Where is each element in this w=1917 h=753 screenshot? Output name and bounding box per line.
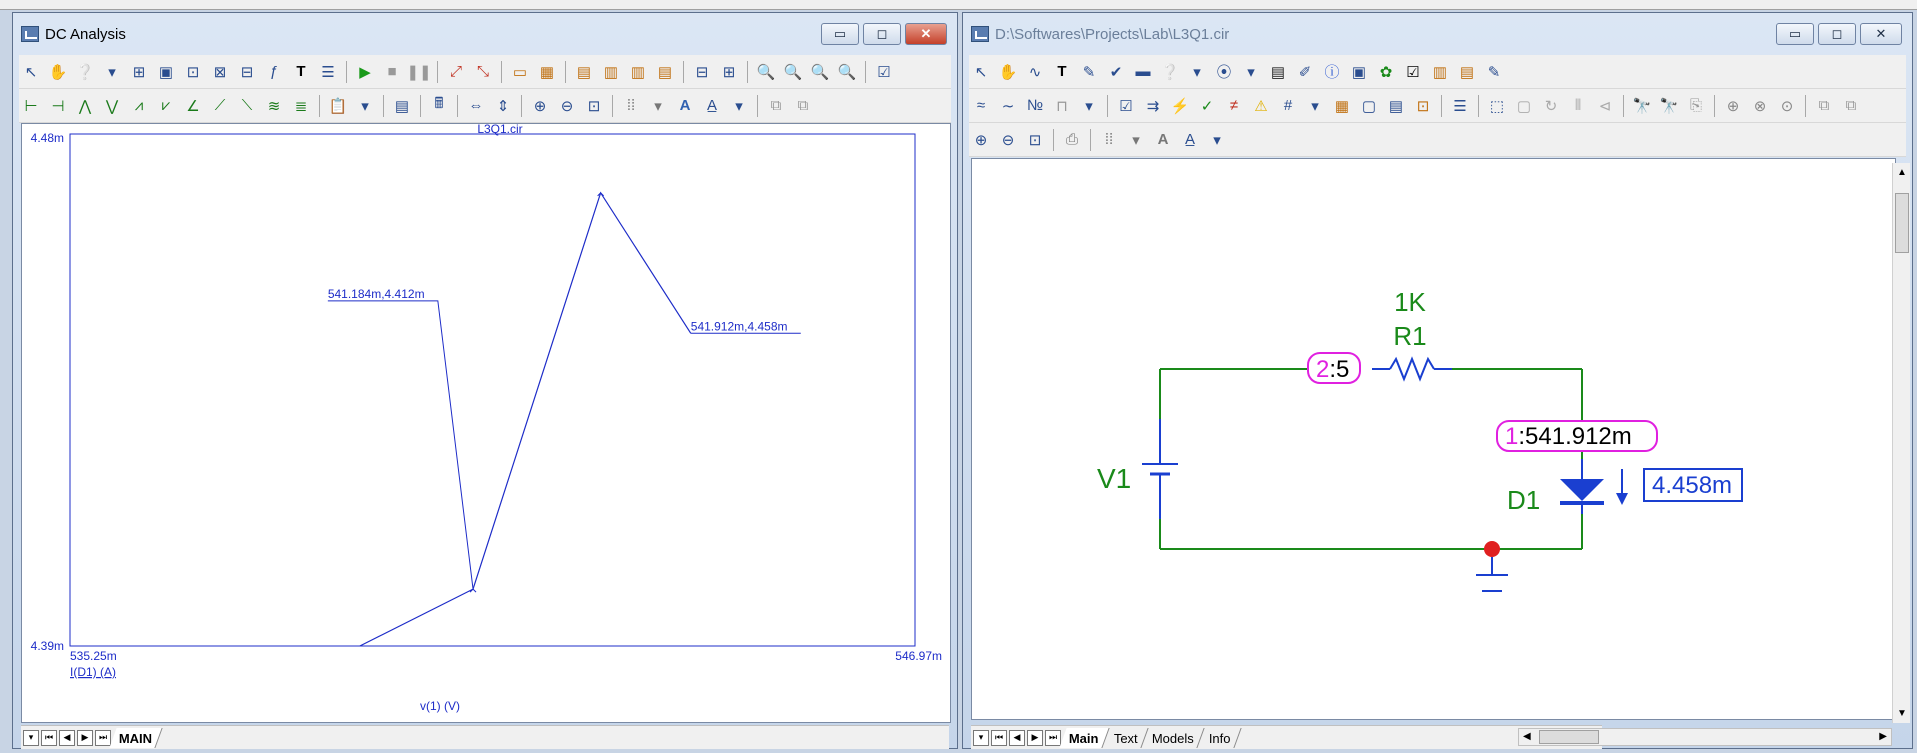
slope-icon[interactable]: ⟋ [214,97,226,114]
trace-alt-icon[interactable]: ⤡ [476,63,489,80]
dc-analysis-plot [22,124,952,724]
zoom-minus-icon[interactable]: ⊖ [560,97,574,115]
zoom-out-icon[interactable]: 🔍 [810,63,830,81]
find-icon[interactable]: 🔭 [1632,97,1652,115]
node-2-voltage: :5 [1329,356,1350,383]
zoom-out-icon[interactable]: ⊖ [1001,131,1015,149]
cursor-valley-icon[interactable]: ⊟ [240,63,254,81]
paste-icon[interactable]: 📋 [328,97,348,115]
cursor-right-icon[interactable]: ⊣ [51,97,65,115]
bug-icon[interactable]: ✿ [1379,63,1393,81]
font-color-icon[interactable]: A̲ [1184,131,1195,148]
cursor-left-icon[interactable]: ⊢ [24,97,38,115]
front-icon[interactable]: ⧉ [770,97,782,114]
run-icon[interactable]: ▶ [359,63,371,81]
pin-icon[interactable]: ⊓ [1056,97,1068,115]
more-icon[interactable]: ⊙ [1780,97,1794,115]
find-next-icon[interactable]: 🔭 [1659,97,1679,115]
resistor-name-label: R1 [1393,321,1427,351]
settings-icon[interactable]: ☑ [877,63,891,81]
grid-icon[interactable]: ▦ [539,63,555,81]
tab-main[interactable] [109,728,162,748]
component-icon[interactable]: ▬ [1135,63,1151,80]
font-icon[interactable]: A [1157,131,1169,148]
info-icon[interactable]: ⓘ [1324,64,1340,81]
title-bar[interactable] [13,13,957,55]
peak-icon[interactable]: ⋀ [78,97,92,115]
help-icon[interactable]: ❔ [1160,63,1180,81]
source-name-label: V1 [1097,463,1132,494]
page-alt-icon[interactable]: ▤ [1388,97,1404,115]
font-color-icon[interactable]: A̲ [706,97,717,114]
wire-icon[interactable]: ∿ [1028,63,1042,81]
zoom-in-icon[interactable]: 🔍 [783,63,803,81]
node-icon[interactable]: ⦿ [1216,64,1232,81]
window-title: DC Analysis [45,25,126,43]
tab-models[interactable] [1143,728,1205,748]
zoom-plus-icon[interactable]: ⊕ [533,97,547,115]
diode-name-label: D1 [1507,485,1541,515]
svg-text:2:5 [1316,356,1349,383]
node-dropdown-icon[interactable]: ▾ [1247,63,1255,81]
replace-icon[interactable]: ⎘ [1689,97,1702,114]
zoom-fit-icon[interactable]: 🔍 [756,63,776,81]
schematic-window [962,12,1913,749]
nav-dropdown-icon[interactable]: ▾ [973,730,989,746]
toolbar-row-1 [19,55,951,89]
data-table-icon[interactable]: ▤ [394,97,410,115]
vertical-scrollbar[interactable]: ▲ ▼ [1892,163,1910,723]
add-icon[interactable]: ⊕ [1726,97,1740,115]
pan-hand-icon[interactable]: ✋ [998,63,1018,81]
schematic-minimize-button[interactable]: ▭ [1776,23,1814,45]
nav-last-icon[interactable]: ⏭ [1045,730,1061,746]
font-dropdown-icon[interactable]: ▾ [1213,131,1221,149]
print-icon[interactable]: ⎙ [1065,131,1078,148]
maximize-button[interactable]: ◻ [863,23,901,45]
current-value-label: 4.458m [1652,472,1733,499]
edit-icon[interactable]: ✎ [1487,63,1501,81]
tab-info[interactable] [1200,728,1242,748]
grid-dots-icon[interactable]: ⁞⁞ [626,97,636,114]
x-variable-label[interactable]: v(1) (V) [420,699,460,713]
flag-icon[interactable]: ✔ [1109,63,1123,81]
split-quad-icon[interactable]: ⊞ [722,63,736,81]
scale-icon[interactable]: ⊡ [1416,97,1430,115]
probe-wave-icon[interactable]: ∼ [1001,97,1015,115]
grid-dropdown-icon[interactable]: ▾ [1311,97,1319,115]
circuit-diagram [972,159,1897,721]
scale-icon[interactable]: ⊞ [132,63,146,81]
front-icon[interactable]: ⧉ [1818,97,1830,114]
cursor-label-1[interactable]: 541.184m,4.412m [327,286,425,301]
zoom-in-icon[interactable]: ⊕ [974,131,988,149]
close-button[interactable]: ✕ [905,23,947,45]
back-icon[interactable]: ⧉ [1845,97,1857,114]
cursor-peak-icon[interactable]: ⊠ [213,63,227,81]
page-icon[interactable]: ▢ [1361,97,1377,115]
minimize-button[interactable]: ▭ [821,23,859,45]
nav-last-icon[interactable]: ⏭ [95,730,111,746]
node-1-voltage: :541.912m [1518,423,1632,450]
double-bar-icon[interactable]: ≠ [1229,97,1239,114]
tab-text[interactable] [1104,728,1148,748]
zoom-reset-icon[interactable]: 🔍 [837,63,857,81]
font-icon[interactable]: A [679,97,691,114]
vertical-scroll-thumb[interactable] [1895,193,1909,253]
nav-dropdown-icon[interactable]: ▾ [23,730,39,746]
cursor-label-2[interactable]: 541.912m,4.458m [690,319,788,334]
nav-first-icon[interactable]: ⏮ [991,730,1007,746]
grid-dots-icon[interactable]: ⁞⁞ [1104,131,1114,148]
tab-main-label: MAIN [119,730,153,745]
nav-first-icon[interactable]: ⏮ [41,730,57,746]
node-2-label[interactable] [1308,353,1360,383]
nav-prev-icon[interactable]: ◀ [1009,730,1025,746]
properties-icon[interactable]: ☰ [321,63,335,81]
dropdown-chevron-icon[interactable]: ▾ [108,63,116,81]
schematic-window-icon [971,26,989,42]
horizontal-scrollbar[interactable]: ◀ ▶ [1518,728,1892,746]
file-icon[interactable]: ▦ [1334,97,1350,115]
cursor-mode-icon[interactable]: ⊡ [186,63,200,81]
nav-next-icon[interactable]: ▶ [1027,730,1043,746]
properties-icon[interactable]: ☰ [1453,97,1467,115]
cursor-leader-1 [328,301,473,589]
top-strip [0,0,1917,10]
grid-dropdown-icon[interactable]: ▾ [654,97,662,115]
flip-icon[interactable]: ⇉ [1146,97,1160,115]
flash-icon[interactable]: ⚡ [1170,97,1190,115]
function-icon[interactable]: ƒ [269,63,279,80]
select-region-icon[interactable]: ⬚ [1489,97,1505,115]
schematic-toolbar-row-1 [969,55,1906,89]
top-icon[interactable]: ≣ [294,97,308,115]
node-numbers-icon[interactable]: № [1026,97,1044,114]
tab-main[interactable] [1059,728,1109,748]
plot-title: L3Q1.cir [477,124,523,136]
analysis-window-icon [21,26,39,42]
paste-dropdown-icon[interactable]: ▾ [361,97,369,115]
back-icon[interactable]: ⧉ [797,97,809,114]
window-icon[interactable]: ▣ [1351,63,1367,81]
schematic-toolbar-row-2 [969,89,1906,123]
pan-hand-icon[interactable]: ✋ [48,63,68,81]
node-1-number: 1 [1505,423,1519,450]
low-icon[interactable]: ⩗ [161,97,171,114]
step-icon[interactable]: ☑ [1119,97,1133,115]
x-axis-right-label: 546.97m [895,649,942,663]
schematic-tab-bar [971,725,1602,749]
global-low-icon[interactable]: ≋ [267,97,281,115]
pause-icon[interactable]: ❚❚ [406,63,432,81]
flip-horizontal-icon[interactable]: ⊲ [1598,97,1612,115]
point-tag-icon[interactable]: 🖩 [434,95,444,112]
tile-vertical-icon[interactable]: ▥ [630,63,646,81]
y-axis-bottom-label: 4.39m [30,639,64,653]
resistor-value-label: 1K [1394,287,1426,317]
vertical-tag-icon[interactable]: ⇕ [496,97,510,115]
plot-area[interactable] [21,123,951,723]
panel-icon[interactable]: ▤ [1459,63,1475,81]
plot-frame [70,134,915,646]
node-2-number: 2 [1316,356,1330,383]
text-icon[interactable]: T [296,63,306,80]
grid-icon[interactable]: # [1283,97,1293,114]
probe-icon[interactable]: ✐ [1298,63,1312,81]
zoom-box-icon[interactable]: ⊡ [587,97,601,115]
diode-d1[interactable] [1560,459,1604,514]
rotate-icon[interactable]: ↻ [1544,97,1558,115]
pin-dropdown-icon[interactable]: ▾ [1085,97,1093,115]
check-icon[interactable]: ☑ [1406,63,1420,81]
select-arrow-icon[interactable]: ↖ [24,63,38,81]
box-icon[interactable]: ▢ [1516,97,1532,115]
font-dropdown-icon[interactable]: ▾ [735,97,743,115]
table-icon[interactable]: ▤ [1270,63,1286,81]
global-high-icon[interactable]: ⟍ [241,97,253,114]
schematic-toolbar-row-3 [969,123,1906,157]
trace-icon[interactable]: ⤢ [449,63,462,80]
tile-icon[interactable]: ▤ [576,63,592,81]
y-axis-top-label: 4.48m [30,131,64,145]
pencil-icon[interactable]: ✎ [1082,63,1096,81]
mirror-icon[interactable]: ⫴ [1574,97,1582,114]
tab-text-label: Text [1113,730,1138,745]
trace-line[interactable] [360,193,691,646]
schematic-canvas[interactable] [971,158,1896,720]
schematic-close-button[interactable]: ✕ [1860,23,1902,45]
node-1-label[interactable] [1497,421,1657,451]
delete-icon[interactable]: ⊗ [1753,97,1767,115]
schematic-window-title: D:\Softwares\Projects\Lab\L3Q1.cir [995,25,1230,43]
tile-horizontal-icon[interactable]: ▥ [603,63,619,81]
select-arrow-icon[interactable]: ↖ [974,63,988,81]
zoom-box-icon[interactable]: ⊡ [1028,131,1042,149]
current-arrow-icon [1616,469,1628,505]
analysis-icon[interactable]: ≈ [976,97,986,114]
check-mark-icon[interactable]: ✓ [1200,97,1214,115]
voltage-source-v1[interactable] [1142,419,1178,519]
window-icon[interactable]: ▭ [512,63,528,81]
help-dropdown-icon[interactable]: ▾ [1193,63,1201,81]
schematic-maximize-button[interactable]: ◻ [1818,23,1856,45]
plot-tab-bar [21,725,949,749]
schematic-title-bar[interactable] [963,13,1912,55]
x-axis-left-label: 535.25m [70,649,117,663]
list-icon[interactable]: ▥ [1432,63,1448,81]
horizontal-tag-icon[interactable]: ⇔ [468,97,484,114]
y-variable-label[interactable]: I(D1) (A) [70,665,116,679]
help-dropdown-icon[interactable]: ❔ [75,63,95,81]
valley-icon[interactable]: ⋁ [105,97,119,115]
stop-icon[interactable]: ■ [387,63,397,80]
dc-analysis-window [12,12,958,749]
tile-cascade-icon[interactable]: ▤ [657,63,673,81]
text-icon[interactable]: T [1057,63,1067,80]
svg-text:1:541.912m [1505,423,1632,450]
high-icon[interactable]: ⩘ [134,97,144,114]
tab-info-label: Info [1209,730,1232,745]
nav-next-icon[interactable]: ▶ [77,730,93,746]
nav-prev-icon[interactable]: ◀ [59,730,75,746]
horizontal-scroll-thumb[interactable] [1539,730,1599,744]
tab-main-label: Main [1069,730,1099,745]
warning-icon[interactable]: ⚠ [1254,97,1268,115]
toolbar-row-2 [19,89,951,123]
tab-models-label: Models [1152,730,1195,745]
inflection-icon[interactable]: ∠ [186,97,200,115]
trace-group [328,193,801,646]
split-horizontal-icon[interactable]: ⊟ [695,63,709,81]
grid-dropdown-icon[interactable]: ▾ [1132,131,1140,149]
resistor-r1[interactable] [1372,359,1452,379]
axis-icon[interactable]: ▣ [158,63,174,81]
